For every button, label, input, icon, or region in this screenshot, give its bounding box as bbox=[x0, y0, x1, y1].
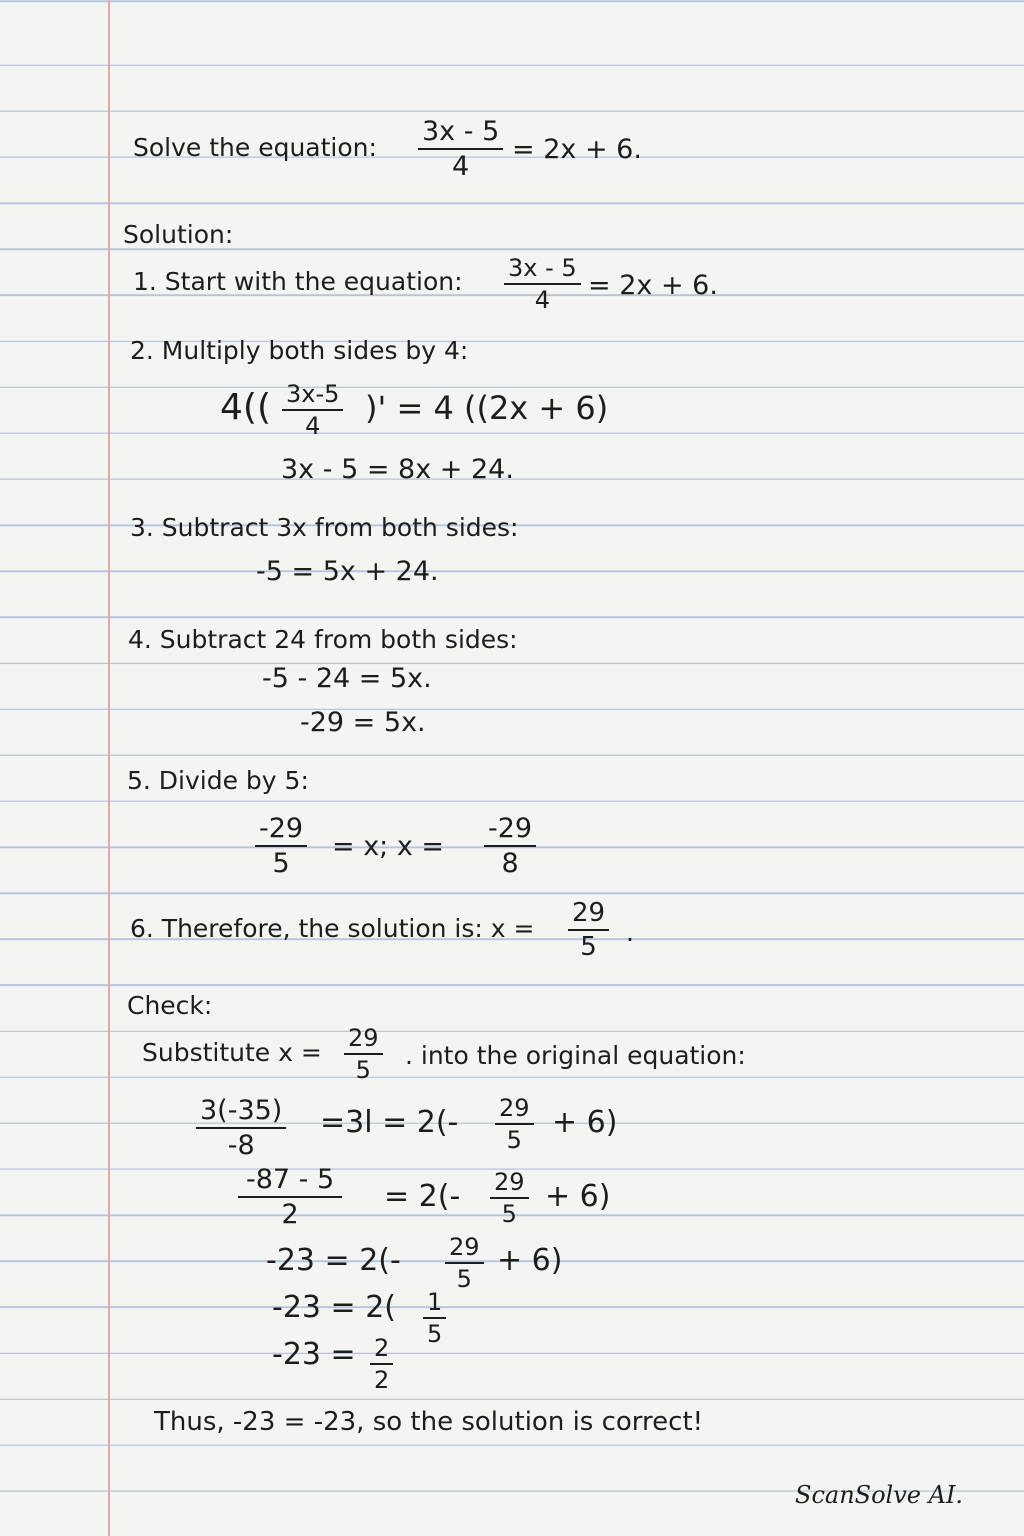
check-l5-denominator: 2 bbox=[374, 1366, 390, 1394]
check-l2-inner-numerator: 29 bbox=[490, 1170, 529, 1199]
step2-eq-right: )' = 4 ((2x + 6) bbox=[365, 389, 609, 427]
step4-text: 4. Subtract 24 from both sides: bbox=[128, 625, 518, 654]
check-pre: Substitute x = bbox=[142, 1038, 322, 1067]
step1-rhs: = 2x + 6. bbox=[588, 270, 718, 301]
step5-f1-numerator: -29 bbox=[255, 815, 307, 847]
step1-numerator: 3x - 5 bbox=[504, 256, 581, 285]
signature: ScanSolve AI. bbox=[795, 1481, 964, 1509]
check-l2-numerator: -87 - 5 bbox=[238, 1166, 342, 1198]
step5-text: 5. Divide by 5: bbox=[127, 766, 309, 795]
check-l1-denominator: -8 bbox=[227, 1130, 255, 1161]
check-l3-start: -23 = 2(- bbox=[266, 1243, 401, 1278]
problem-numerator: 3x - 5 bbox=[418, 118, 503, 150]
step5-f1-denominator: 5 bbox=[272, 848, 290, 879]
check-l1-end: + 6) bbox=[552, 1105, 618, 1140]
step5-f2-denominator: 8 bbox=[501, 848, 519, 879]
problem-fraction bbox=[418, 118, 503, 180]
check-l2-mid: = 2(- bbox=[384, 1179, 461, 1214]
check-l3-numerator: 29 bbox=[445, 1235, 484, 1264]
check-l3-end: + 6) bbox=[497, 1243, 563, 1278]
step2-denominator: 4 bbox=[305, 412, 321, 440]
problem-denominator: 4 bbox=[452, 151, 470, 182]
step2-fraction bbox=[282, 382, 343, 438]
check-heading: Check: bbox=[127, 991, 213, 1020]
step3-text: 3. Subtract 3x from both sides: bbox=[130, 513, 519, 542]
step3-eq: -5 = 5x + 24. bbox=[256, 556, 439, 587]
check-sub-numerator: 29 bbox=[344, 1026, 383, 1055]
step5-f2-numerator: -29 bbox=[484, 815, 536, 847]
step1-text: 1. Start with the equation: bbox=[133, 267, 463, 296]
notebook-margin-line bbox=[108, 0, 110, 1536]
problem-prefix: Solve the equation: bbox=[133, 133, 377, 162]
check-l5-numerator: 2 bbox=[370, 1336, 393, 1365]
check-post: . into the original equation: bbox=[405, 1041, 746, 1070]
check-l5-start: -23 = bbox=[272, 1337, 356, 1372]
check-l2-denominator: 2 bbox=[281, 1199, 299, 1230]
step5-mid: = x; x = bbox=[332, 831, 445, 862]
step1-denominator: 4 bbox=[534, 286, 550, 314]
solution-heading: Solution: bbox=[123, 220, 234, 249]
step6-numerator: 29 bbox=[568, 900, 609, 931]
step6-fraction bbox=[568, 900, 609, 960]
conclusion: Thus, -23 = -23, so the solution is correct! bbox=[154, 1407, 704, 1437]
step4-eq1: -5 - 24 = 5x. bbox=[262, 663, 432, 694]
step4-eq2: -29 = 5x. bbox=[300, 707, 426, 738]
check-l2-inner-denominator: 5 bbox=[501, 1200, 517, 1228]
check-l1-mid: =3l = 2(- bbox=[320, 1105, 459, 1140]
check-l5-fraction bbox=[370, 1336, 393, 1392]
step2-text: 2. Multiply both sides by 4: bbox=[130, 336, 469, 365]
step2-numerator: 3x-5 bbox=[282, 382, 343, 411]
step1-fraction bbox=[504, 256, 581, 312]
step5-fraction-1 bbox=[255, 815, 307, 877]
check-l2-end: + 6) bbox=[545, 1179, 611, 1214]
step6-text: 6. Therefore, the solution is: x = bbox=[130, 914, 535, 943]
check-l1-inner-fraction bbox=[495, 1096, 534, 1152]
check-l4-denominator: 5 bbox=[427, 1320, 443, 1348]
check-sub-denominator: 5 bbox=[355, 1056, 371, 1084]
problem-rhs: = 2x + 6. bbox=[512, 134, 642, 165]
check-l4-fraction bbox=[423, 1290, 446, 1346]
check-l2-inner-fraction bbox=[490, 1170, 529, 1226]
step2-eq2: 3x - 5 = 8x + 24. bbox=[281, 454, 514, 485]
check-l1-fraction bbox=[196, 1097, 286, 1159]
check-l1-numerator: 3(-35) bbox=[196, 1097, 286, 1129]
check-sub-fraction bbox=[344, 1026, 383, 1082]
check-l4-start: -23 = 2( bbox=[272, 1290, 396, 1325]
step5-fraction-2 bbox=[484, 815, 536, 877]
check-l2-fraction bbox=[238, 1166, 342, 1228]
check-l3-fraction bbox=[445, 1235, 484, 1291]
step6-tail: . bbox=[626, 918, 634, 947]
check-l1-inner-denominator: 5 bbox=[506, 1126, 522, 1154]
step2-eq-left: 4(( bbox=[220, 387, 271, 428]
check-l4-numerator: 1 bbox=[423, 1290, 446, 1319]
check-l3-denominator: 5 bbox=[456, 1265, 472, 1293]
check-l1-inner-numerator: 29 bbox=[495, 1096, 534, 1125]
step6-denominator: 5 bbox=[580, 932, 597, 962]
